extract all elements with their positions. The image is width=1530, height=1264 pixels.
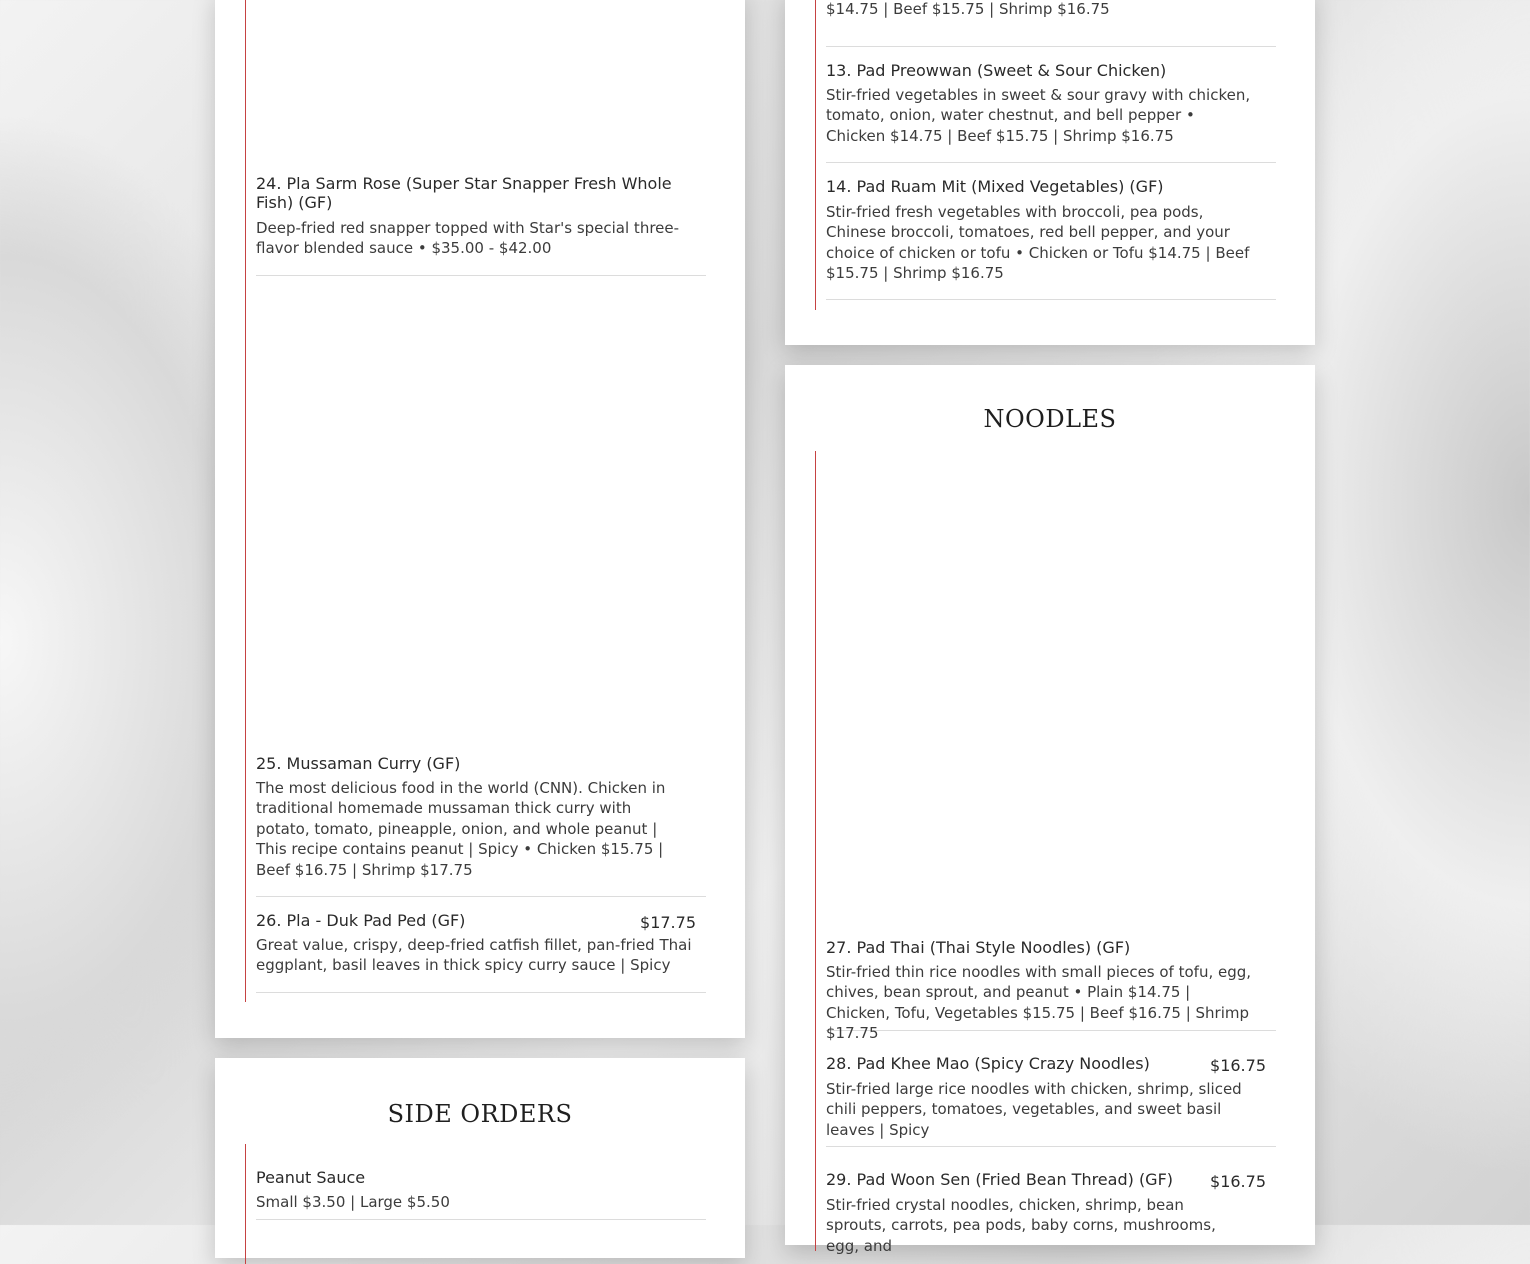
menu-items-list: [245, 0, 716, 1002]
menu-item[interactable]: [256, 911, 706, 993]
menu-item[interactable]: [826, 61, 1276, 163]
menu-card-side-orders: [215, 1058, 745, 1258]
menu-items-list: [815, 451, 1286, 1255]
item-name: 27. Pad Thai (Thai Style Noodles) (GF): [826, 938, 1131, 957]
item-description: Deep-fried red snapper topped with Star's special three-flavor blended sauce • $35.00 - $42.00: [256, 219, 680, 258]
item-description: Small $3.50 | Large $5.50: [256, 1193, 450, 1211]
item-description: Stir-fried large rice noodles with chicken, shrimp, sliced chili peppers, tomatoes, vegetables, and sweet basil leaves | Spicy: [826, 1080, 1242, 1139]
item-description: The most delicious food in the world (CNN). Chicken in traditional homemade mussaman thick curry with potato, tomato, pineapple, onion, and whole peanut | This recipe contains peanut | Spicy • Chicken $15.75 | Beef $16.75 | Shrimp $17.75: [256, 779, 666, 879]
item-name: 24. Pla Sarm Rose (Super Star Snapper Fresh Whole Fish) (GF): [256, 174, 672, 212]
item-description: Stir-fried crystal noodles, chicken, shrimp, bean sprouts, carrots, pea pods, baby corns, mushrooms, egg, and: [826, 1196, 1216, 1255]
menu-items-list: [245, 1144, 716, 1264]
menu-card-left: [215, 0, 745, 1038]
item-description: Stir-fried thin rice noodles with small pieces of tofu, egg, chives, bean sprout, and peanut • Plain $14.75 | Chicken, Tofu, Vegetables $15.75 | Beef $16.75 | Shrimp $17.75: [826, 963, 1252, 1043]
menu-items-list: [815, 0, 1286, 310]
menu-item[interactable]: [826, 1054, 1276, 1147]
item-name: 13. Pad Preowwan (Sweet & Sour Chicken): [826, 61, 1167, 80]
menu-item[interactable]: [826, 0, 1276, 47]
item-price: $16.75: [1210, 1056, 1266, 1075]
section-title: NOODLES: [983, 405, 1117, 433]
menu-item[interactable]: [826, 177, 1276, 300]
item-price: $17.75: [640, 913, 696, 932]
item-description: Stir-fried fresh vegetables with broccoli, pea pods, Chinese broccoli, tomatoes, red bell pepper, and your choice of chicken or tofu • Chicken or Tofu $14.75 | Beef $15.75 | Shrimp $16.75: [826, 203, 1250, 283]
menu-item[interactable]: [826, 938, 1276, 1043]
item-name: Peanut Sauce: [256, 1168, 366, 1187]
menu-item[interactable]: [256, 174, 706, 276]
section-title: SIDE ORDERS: [387, 1100, 573, 1128]
menu-card-right: [785, 0, 1315, 345]
item-description: Great value, crispy, deep-fried catfish fillet, pan-fried Thai eggplant, basil leaves in thick spicy curry sauce | Spicy: [256, 936, 692, 975]
menu-item[interactable]: [256, 1168, 706, 1220]
item-name: 25. Mussaman Curry (GF): [256, 754, 461, 773]
item-name: 28. Pad Khee Mao (Spicy Crazy Noodles): [826, 1054, 1150, 1073]
item-description: $14.75 | Beef $15.75 | Shrimp $16.75: [826, 0, 1110, 19]
menu-item[interactable]: [256, 754, 706, 897]
item-name: 14. Pad Ruam Mit (Mixed Vegetables) (GF): [826, 177, 1164, 196]
item-description: Stir-fried vegetables in sweet & sour gravy with chicken, tomato, onion, water chestnut, and bell pepper • Chicken $14.75 | Beef $15.75 | Shrimp $16.75: [826, 86, 1251, 145]
menu-card-noodles: [785, 365, 1315, 1255]
menu-item[interactable]: [826, 1170, 1276, 1262]
item-name: 26. Pla - Duk Pad Ped (GF): [256, 911, 466, 930]
item-price: $16.75: [1210, 1172, 1266, 1191]
item-name: 29. Pad Woon Sen (Fried Bean Thread) (GF): [826, 1170, 1174, 1189]
